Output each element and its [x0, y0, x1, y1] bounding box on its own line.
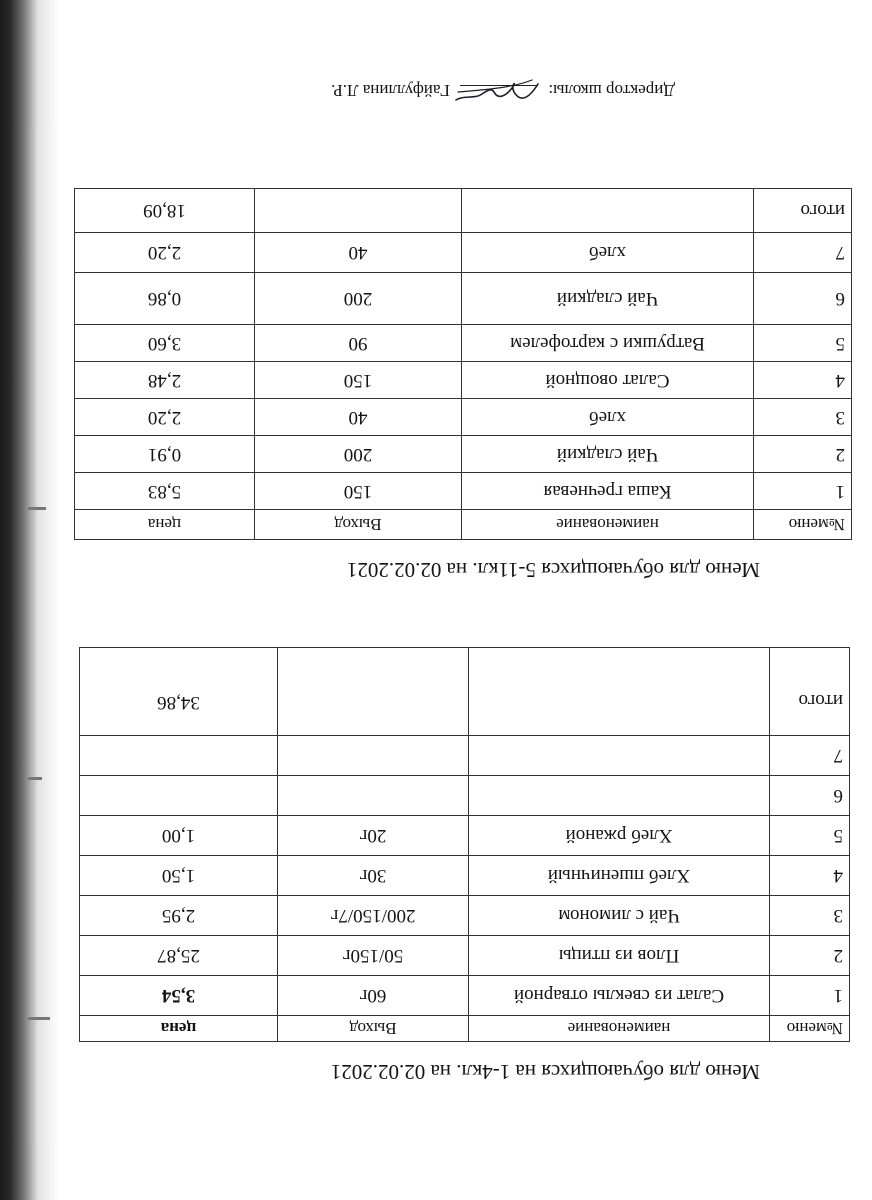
row-output: 200	[255, 436, 462, 473]
menu-5-11-table	[74, 188, 852, 540]
menu-1-4-table	[79, 647, 850, 1042]
table-row	[80, 776, 850, 816]
row-name	[469, 736, 770, 776]
total-empty-cell	[278, 648, 469, 736]
row-price: 3,60	[75, 325, 255, 362]
scan-speckle	[28, 1017, 50, 1020]
header-name: наименование	[462, 510, 754, 540]
total-label: итого	[770, 648, 850, 736]
row-name: Хлеб пшеничный	[469, 856, 770, 896]
table-row	[75, 362, 852, 399]
row-price: 25,87	[80, 936, 278, 976]
table-row	[75, 399, 852, 436]
table-row	[80, 856, 850, 896]
row-price	[80, 776, 278, 816]
row-output: 200	[255, 273, 462, 325]
row-output: 40	[255, 399, 462, 436]
row-price: 2,95	[80, 896, 278, 936]
row-price: 0,86	[75, 273, 255, 325]
row-output: 200/150/7г	[278, 896, 469, 936]
row-name: Салат из свеклы отварной	[469, 976, 770, 1016]
row-price: 2,20	[75, 233, 255, 273]
table-row	[75, 233, 852, 273]
director-role: Директор школы:	[548, 81, 675, 100]
total-value: 34,86	[80, 648, 278, 736]
row-price: 2,20	[75, 399, 255, 436]
table-row	[80, 936, 850, 976]
row-price: 2,48	[75, 362, 255, 399]
header-name: наименование	[469, 1016, 770, 1042]
row-num: 3	[754, 399, 852, 436]
row-num: 7	[770, 736, 850, 776]
row-output: 20г	[278, 816, 469, 856]
row-output: 40	[255, 233, 462, 273]
scan-speckle	[28, 777, 42, 780]
row-name: хлеб	[462, 399, 754, 436]
row-output: 150	[255, 362, 462, 399]
row-output: 60г	[278, 976, 469, 1016]
row-name: Салат овощной	[462, 362, 754, 399]
row-output	[278, 736, 469, 776]
total-empty-cell	[255, 189, 462, 233]
row-num: 4	[754, 362, 852, 399]
director-signature-line	[275, 80, 675, 100]
header-output: Выход	[255, 510, 462, 540]
handwritten-signature	[452, 76, 542, 106]
header-num: №меню	[770, 1016, 850, 1042]
row-name: Хлеб ржаной	[469, 816, 770, 856]
table-row	[80, 976, 850, 1016]
row-price	[80, 736, 278, 776]
header-price: цена	[80, 1016, 278, 1042]
row-num: 4	[770, 856, 850, 896]
row-name: Чай с лимоном	[469, 896, 770, 936]
row-price: 3,54	[80, 976, 278, 1016]
table-row	[80, 736, 850, 776]
row-name	[469, 776, 770, 816]
row-price: 0,91	[75, 436, 255, 473]
row-output: 50/150г	[278, 936, 469, 976]
row-num: 2	[754, 436, 852, 473]
table-row	[80, 816, 850, 856]
table-row	[80, 896, 850, 936]
total-empty-cell	[469, 648, 770, 736]
row-num: 6	[770, 776, 850, 816]
row-num: 6	[754, 273, 852, 325]
row-output: 30г	[278, 856, 469, 896]
row-num: 1	[770, 976, 850, 1016]
row-num: 1	[754, 473, 852, 510]
row-name: Плов из птицы	[469, 936, 770, 976]
header-price: цена	[75, 510, 255, 540]
row-num: 5	[770, 816, 850, 856]
row-price: 5,83	[75, 473, 255, 510]
total-label: итого	[754, 189, 852, 233]
row-name: хлеб	[462, 233, 754, 273]
table-row	[75, 436, 852, 473]
row-output	[278, 776, 469, 816]
row-name: Каша гречневая	[462, 473, 754, 510]
total-value: 18,09	[75, 189, 255, 233]
scan-speckle	[28, 507, 46, 510]
row-num: 2	[770, 936, 850, 976]
row-num: 5	[754, 325, 852, 362]
scan-edge-shadow	[0, 0, 60, 1200]
table-row	[75, 473, 852, 510]
row-name: Чай сладкий	[462, 273, 754, 325]
row-name: Ватрушки с картофелем	[462, 325, 754, 362]
signature-underline	[460, 85, 538, 86]
row-output: 150	[255, 473, 462, 510]
row-price: 1,50	[80, 856, 278, 896]
row-num: 3	[770, 896, 850, 936]
menu-1-4-title: Меню для обучающихся на 1-4кл. на 02.02.2021	[330, 1060, 760, 1084]
header-output: Выход	[278, 1016, 469, 1042]
row-name: Чай сладкий	[462, 436, 754, 473]
header-num: №меню	[754, 510, 852, 540]
menu-5-11-title: Меню для обучающихся 5-11кл. на 02.02.2021	[346, 558, 760, 582]
total-empty-cell	[462, 189, 754, 233]
table-row	[75, 273, 852, 325]
director-name: Гайфуллина Л.Р.	[331, 81, 450, 100]
total-row	[75, 189, 852, 233]
row-num: 7	[754, 233, 852, 273]
total-row	[80, 648, 850, 736]
table-header-row	[75, 510, 852, 540]
row-price: 1,00	[80, 816, 278, 856]
table-header-row	[80, 1016, 850, 1042]
row-output: 90	[255, 325, 462, 362]
table-row	[75, 325, 852, 362]
